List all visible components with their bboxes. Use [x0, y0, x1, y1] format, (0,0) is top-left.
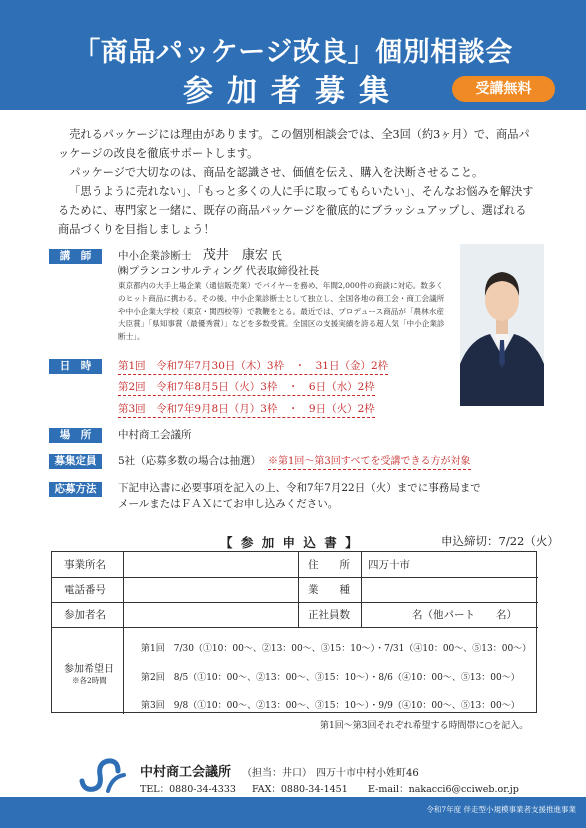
intro-paragraph-1: 売れるパッケージには理由があります。この個別相談会では、全3回（約3ヶ月）で、商品パッケージの改良を徹底サポートします。: [58, 128, 530, 160]
intro-paragraph-3: 「思うように売れない」、「もっと多くの人に手に取ってもらいたい」、そんなお悩みを解決するために、専門家と一緒に、既存の商品パッケージを徹底的にブラッシュアップし、選ばれる商品づくりを目指しましょう！: [58, 185, 534, 236]
org-address: 四万十市中村小姓町46: [316, 768, 419, 779]
lecturer-title: 中小企業診断士: [118, 250, 192, 262]
application-form: [51, 551, 537, 713]
slot-row-3[interactable]: 第3回 9/8（①10：00～、②13：00～、③15：10～）・9/9（④10：00～、⑤13：00～）: [141, 701, 520, 711]
lecturer-portrait: [460, 244, 544, 406]
schedule-row-3: 第3回 令和7年9月8日（月）3枠 ・ 9日（火）2枠: [118, 401, 375, 418]
address-label: 住 所: [308, 559, 350, 571]
intro-paragraph-2: パッケージで大切なのは、商品を認識させ、価値を伝え、購入を決断させること。: [69, 166, 484, 179]
org-tel: TEL：0880-34-4333: [140, 784, 236, 795]
apply-label: 応募方法: [49, 482, 102, 497]
capacity-label: 募集定員: [49, 454, 102, 469]
venue-value: 中村商工会議所: [118, 429, 192, 441]
page-title: 「商品パッケージ改良」個別相談会: [73, 37, 513, 68]
lecturer-name: 茂井 康宏: [202, 248, 268, 263]
lecturer-honorific: 氏: [271, 250, 282, 262]
schedule-label: 日 時: [49, 359, 102, 374]
form-divider: [298, 552, 299, 627]
org-name: 中村商工会議所: [140, 765, 232, 780]
page-subtitle: 参加者募集: [183, 74, 403, 109]
capacity-value: 5社（応募多数の場合は抽選）: [118, 455, 262, 467]
slot-row-1[interactable]: 第1回 7/30（①10：00～、②13：00～、③15：10～）・7/31（④10：00～、⑤13：00～）: [141, 644, 532, 654]
apply-line-1: 下記申込書に必要事項を記入の上、令和7年7月22日（火）までに事務局まで: [118, 482, 481, 494]
chamber-logo-icon: [78, 755, 130, 795]
employees-label: 正社員数: [308, 609, 350, 621]
business-name-field[interactable]: [124, 553, 298, 577]
capacity-note: ※第1回～第3回すべてを受講できる方が対象: [268, 454, 471, 470]
industry-label: 業 種: [308, 584, 350, 596]
org-fax: FAX：0880-34-1451: [252, 784, 348, 795]
form-title: 【 参 加 申 込 書 】: [220, 535, 360, 550]
schedule-row-1: 第1回 令和7年7月30日（木）3枠 ・ 31日（金）2枠: [118, 358, 388, 375]
free-badge: 受講無料: [452, 76, 555, 102]
phone-label: 電話番号: [64, 584, 106, 596]
part-time-text[interactable]: 名（他パート 名）: [412, 609, 517, 621]
intro-text: [58, 125, 536, 239]
lecturer-bio: 東京都内の大手上場企業（通信販売業）でバイヤーを務め、年間2,000件の商談に対応。数多くのヒット商品に携わる。その後、中小企業診断士として独立し、全国各地の商工会・商工会議所や中小企業大学校（東京・関西校等）で教鞭をとる。最近では、プロデュース商品が「農林水産大臣賞」「県知事賞（最優秀賞）」などを多数受賞。全国区の支援実績を誇る超人気「中小企業診断士」。: [118, 281, 445, 342]
form-divider: [52, 627, 538, 628]
preferred-date-note: ※各2時間: [72, 676, 107, 685]
form-note: 第1回～第3回それぞれ希望する時間帯に○を記入。: [320, 721, 529, 731]
slot-row-2[interactable]: 第2回 8/5（①10：00～、②13：00～、③15：10～）・8/6（④10：00～、⑤13：00～）: [141, 673, 520, 683]
lecturer-label: 講 師: [49, 249, 102, 264]
business-name-label: 事業所名: [64, 559, 106, 571]
preferred-date-label: 参加希望日: [64, 664, 114, 675]
participant-label: 参加者名: [64, 609, 106, 621]
industry-field[interactable]: [362, 578, 537, 602]
form-deadline: 申込締切：7/22（火）: [441, 534, 559, 548]
schedule-row-2: 第2回 令和7年8月5日（火）3枠 ・ 6日（水）2枠: [118, 379, 375, 396]
address-field[interactable]: 四万十市: [368, 559, 410, 571]
apply-line-2: メールまたはＦＡＸにてお申し込みください。: [118, 498, 339, 510]
lecturer-company: ㈱プランコンサルティング 代表取締役社長: [118, 265, 320, 277]
participant-field[interactable]: [124, 603, 298, 627]
org-email[interactable]: E-mail：nakacci6@cciweb.or.jp: [368, 784, 519, 795]
phone-field[interactable]: [124, 578, 298, 602]
program-note: 令和7年度 伴走型小規模事業者支援推進事業: [426, 805, 576, 814]
lecturer-name-line: [118, 248, 282, 264]
org-contact-person: （担当：井口）: [242, 768, 312, 779]
venue-label: 場 所: [49, 428, 102, 443]
